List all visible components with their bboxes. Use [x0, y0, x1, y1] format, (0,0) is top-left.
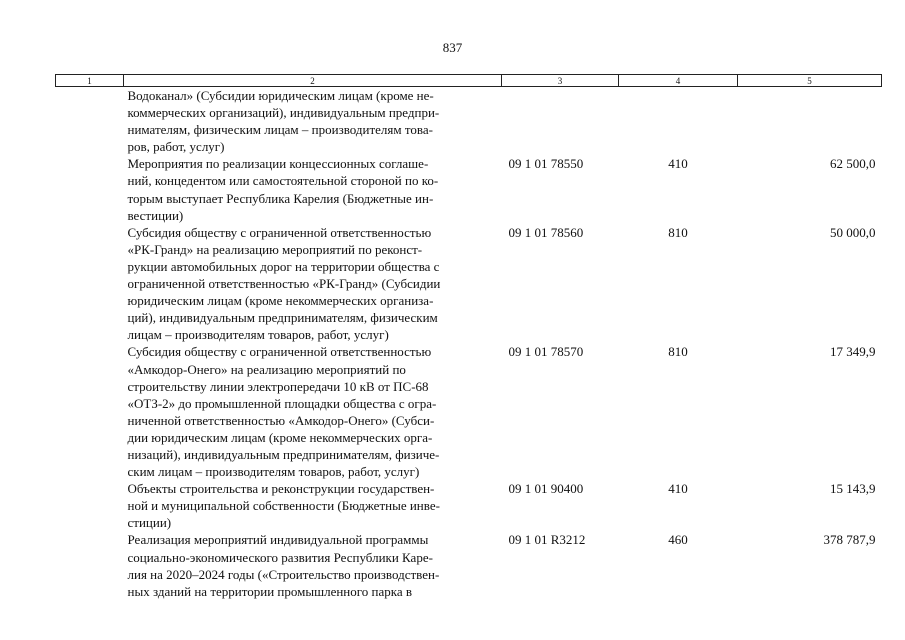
empty-cell — [56, 155, 124, 223]
target-article-code: 09 1 01 78570 — [508, 344, 584, 360]
target-article-code: 09 1 01 78550 — [508, 156, 584, 172]
description-line: Объекты строительства и реконструкции государствен- — [127, 481, 435, 497]
page-number: 837 — [442, 40, 463, 55]
empty-cell — [56, 224, 124, 344]
description-line: ных зданий на территории промышленного парка в — [127, 583, 413, 599]
description-line: стиции) — [127, 515, 172, 531]
table-row — [56, 343, 882, 480]
description-line: Реализация мероприятий индивидуальной программы — [127, 532, 429, 548]
table-row — [56, 224, 882, 344]
amount — [738, 87, 882, 156]
row-description — [124, 87, 502, 156]
description-line: ским лицам – производителям товаров, работ, услуг) — [127, 464, 420, 480]
amount: 62 500,0 — [830, 156, 876, 172]
description-line: ний, концедентом или самостоятельной стороной по ко- — [127, 173, 439, 189]
expense-type-code: 810 — [668, 344, 688, 360]
description-line: коммерческих организаций), индивидуальным предпри- — [127, 105, 440, 121]
empty-cell — [56, 531, 124, 599]
target-article-code: 09 1 01 R3212 — [508, 532, 586, 548]
description-line: дии юридическим лицам (кроме некоммерческих орга- — [127, 429, 433, 445]
row-description — [124, 531, 502, 599]
description-line: юридическим лицам (кроме некоммерческих организа- — [127, 293, 434, 309]
column-number-1: 1 — [56, 75, 124, 87]
description-line: строительству линии электропередачи 10 кВ от ПС-68 — [127, 378, 429, 394]
column-number-4: 4 — [619, 75, 738, 87]
description-line: торым выступает Республика Карелия (Бюджетные ин- — [127, 190, 434, 206]
row-description — [124, 155, 502, 223]
description-line: «РК-Гранд» на реализацию мероприятий по реконст- — [127, 241, 423, 257]
expense-type-code: 410 — [668, 156, 688, 172]
description-line: «ОТЗ-2» до промышленной площадки общества с огра- — [127, 395, 437, 411]
description-line: лицам – производителям товаров, работ, услуг) — [127, 327, 389, 343]
empty-cell — [56, 480, 124, 531]
column-number-5: 5 — [738, 75, 882, 87]
expense-type-code: 410 — [668, 481, 688, 497]
description-line: ной и муниципальной собственности (Бюджетные инве- — [127, 498, 440, 514]
amount: 378 787,9 — [823, 532, 876, 548]
table-row — [56, 480, 882, 531]
table-row — [56, 531, 882, 599]
description-line: «Амкодор-Онего» на реализацию мероприятий по — [127, 361, 406, 377]
target-article-code: 09 1 01 78560 — [508, 224, 584, 240]
empty-cell — [56, 87, 124, 156]
empty-cell — [56, 343, 124, 480]
description-line: лия на 2020–2024 годы («Строительство производствен- — [127, 566, 440, 582]
description-line: низаций), индивидуальным предпринимателям, физиче- — [127, 446, 440, 462]
description-line: нимателям, физическим лицам – производителям това- — [127, 122, 433, 138]
row-description — [124, 224, 502, 344]
description-line: рукции автомобильных дорог на территории общества с — [127, 258, 440, 274]
description-line: ций), индивидуальным предпринимателям, физическим — [127, 310, 438, 326]
description-line: вестиции) — [127, 207, 184, 223]
row-description — [124, 343, 502, 480]
description-line: ров, работ, услуг) — [127, 139, 225, 155]
expense-type-code — [619, 87, 738, 156]
description-line: Субсидия обществу с ограниченной ответственностью — [127, 224, 432, 240]
target-article-code — [502, 87, 619, 156]
expense-type-code: 460 — [668, 532, 688, 548]
expense-type-code: 810 — [668, 224, 688, 240]
description-line: ограниченной ответственностью «РК-Гранд» (Субсидии — [127, 276, 441, 292]
column-number-row — [56, 75, 882, 87]
amount: 17 349,9 — [830, 344, 876, 360]
description-line: ниченной ответственностью «Амкодор-Онего» (Субси- — [127, 412, 435, 428]
target-article-code: 09 1 01 90400 — [508, 481, 584, 497]
description-line: Субсидия обществу с ограниченной ответственностью — [127, 344, 432, 360]
column-number-2: 2 — [124, 75, 502, 87]
column-number-3: 3 — [502, 75, 619, 87]
amount: 15 143,9 — [830, 481, 876, 497]
description-line: Мероприятия по реализации концессионных соглаше- — [127, 156, 429, 172]
description-line: социально-экономического развития Республики Каре- — [127, 549, 433, 565]
description-line: Водоканал» (Субсидии юридическим лицам (кроме не- — [127, 88, 434, 103]
table-row — [56, 155, 882, 223]
table-row — [56, 87, 882, 156]
row-description — [124, 480, 502, 531]
amount: 50 000,0 — [830, 224, 876, 240]
budget-table — [55, 74, 882, 600]
